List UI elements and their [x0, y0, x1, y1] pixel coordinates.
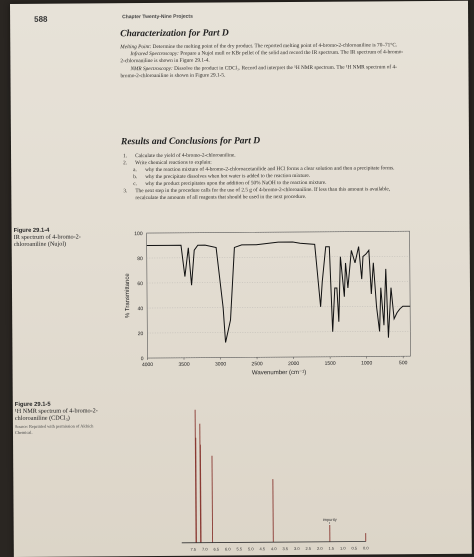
results-title: Results and Conclusions for Part D — [120, 136, 261, 148]
ir-spectrum-chart — [11, 193, 470, 376]
ir-figure-text: IR spectrum of 4-bromo-2-chloroaniline (Nujol) — [13, 233, 81, 249]
ir-plot-frame — [147, 231, 411, 358]
nmr-figure-label: Figure 29.1-5 — [14, 401, 51, 408]
nmr-x-tick-label: 1.0 — [340, 545, 346, 551]
textbook-page — [10, 1, 472, 557]
chapter-header: Chapter Twenty-Nine Projects — [122, 13, 193, 21]
melting-point-paragraph: Melting Point: Determine the melting point of the dry product. The reported melting point of 4-bromo-2-chloroaniline is 70–71°C. — [120, 42, 398, 51]
ir-figure-label: Figure 29.1-4 — [13, 227, 50, 234]
nmr-x-tick-label: 2.5 — [305, 545, 312, 551]
ir-x-axis-label: Wavenumber (cm⁻¹) — [251, 369, 307, 377]
nmr-figure-source: Source: Reprinted with permission of Aldrich Chemical. — [14, 423, 94, 435]
ir-x-tick-label: 1000 — [361, 360, 373, 367]
ir-gridline — [147, 256, 410, 258]
nmr-x-tick-label: 5.5 — [236, 546, 243, 552]
nmr-baseline — [182, 542, 366, 543]
nmr-spectrum-chart — [13, 393, 472, 556]
nmr-x-tick-label: 2.0 — [317, 545, 323, 551]
impurity-label: impurity — [322, 516, 337, 523]
nmr-x-tick-label: 4.0 — [271, 546, 277, 552]
nmr-paragraph: NMR Spectroscopy: Dissolve the product in CDCl₃. Record and interpret the ¹H NMR spectrum. The ¹H NMR spectrum of 4-bromo-2-chloroaniline is shown in Figure 29.1-5. — [120, 63, 397, 80]
ir-x-tick-label: 4000 — [141, 362, 154, 369]
ir-x-tick-label: 1500 — [324, 360, 336, 367]
ir-gridline — [147, 331, 410, 333]
sub-question-item: a. why the reaction mixture of 4-bromo-2-chloroacetanilide and HCl forms a clear solution and then a precipitate forms. — [133, 165, 395, 174]
ir-y-tick-label: 80 — [137, 256, 143, 263]
nmr-x-tick-label: 6.0 — [225, 546, 231, 552]
nmr-x-tick-label: 0.0 — [363, 545, 369, 551]
ir-x-tick-label: 3500 — [178, 361, 190, 368]
question-item: 3. The next step in the procedure calls for the use of 2.5 g of 4-bromo-2-chloroaniline. If less than this amount is available, recalculate the amounts of all reagents that should be used in the next procedure. — [123, 186, 391, 202]
question-item: 1. Calculate the yield of 4-bromo-2-chloroaniline. — [123, 152, 236, 160]
ir-x-tick-label: 500 — [399, 360, 408, 367]
ir-x-tick-label: 2500 — [251, 361, 263, 368]
section-title: Characterization for Part D — [120, 28, 229, 40]
ir-spectrum-line — [147, 241, 411, 343]
characterization-text — [120, 42, 405, 80]
ir-paragraph: Infrared Spectroscopy: Prepare a Nujol mull or KBr pellet of the solid and record the IR spectrum. The IR spectrum of 4-bromo-2-chloroaniline is shown in Figure 29.1-4. — [120, 49, 404, 65]
ir-x-tick-label: 3000 — [214, 361, 227, 368]
ir-y-axis-label: % Transmittance — [124, 273, 132, 319]
nmr-x-tick-label: 7.5 — [190, 546, 197, 552]
nmr-x-tick-label: 1.5 — [328, 545, 335, 551]
ir-x-tick-label: 2000 — [288, 360, 300, 368]
ir-y-tick-label: 100 — [134, 231, 143, 238]
ir-gridline — [147, 306, 410, 308]
ir-y-tick-label: 40 — [137, 306, 144, 313]
nmr-figure-text: ¹H NMR spectrum of 4-bromo-2-chloroaniline (CDCl₃) — [14, 407, 98, 423]
nmr-x-tick-label: 5.0 — [248, 546, 254, 552]
nmr-peak — [212, 456, 213, 543]
sub-question-item: b. why the precipitate dissolves when hot water is added to the reaction mixture. — [133, 172, 311, 181]
ir-y-tick-label: 20 — [137, 331, 144, 338]
page-number: 588 — [34, 14, 48, 24]
nmr-x-tick-label: 7.0 — [202, 546, 208, 552]
nmr-x-tick-label: 4.5 — [259, 546, 266, 552]
ir-y-tick-label: 60 — [137, 281, 143, 288]
nmr-x-tick-label: 3.5 — [282, 546, 289, 552]
ir-y-tick-label: 0 — [140, 356, 144, 363]
nmr-x-tick-label: 0.5 — [351, 545, 358, 551]
question-item: 2. Write chemical reactions to explain: — [123, 159, 212, 167]
nmr-x-tick-label: 6.5 — [213, 546, 220, 552]
sub-question-item: c. why the product precipitates upon the addition of 50% NaOH to the reaction mixture. — [133, 179, 327, 188]
nmr-x-tick-label: 3.0 — [294, 545, 300, 552]
